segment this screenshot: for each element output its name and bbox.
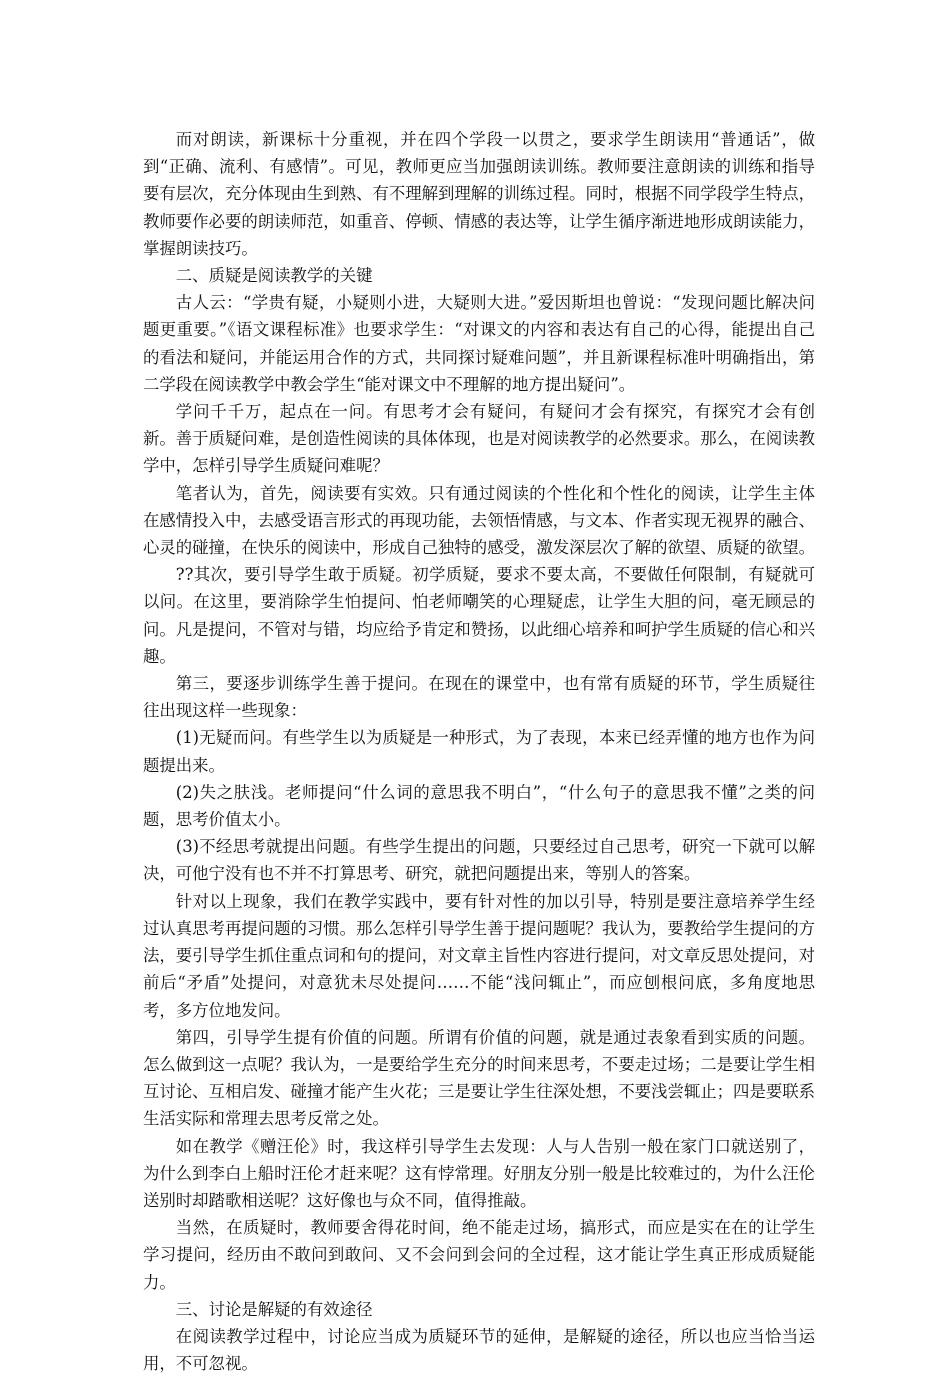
paragraph-learning-question: 学问千千万，起点在一问。有思考才会有疑问，有疑问才会有探究，有探究才会有创新。善于质疑问难，是创造性阅读的具体体现，也是对阅读教学的必然要求。那么，在阅读教学中，怎样引导学生质疑问难呢？ (143, 402, 816, 476)
paragraph-reading-aloud: 而对朗读，新课标十分重视，并在四个学段一以贯之，要求学生朗读用“普通话”，做到“正确、流利、有感情”。可见，教师更应当加强朗读训练。教师要注意朗读的训练和指导要有层次，充分体现由生到熟、有不理解到理解的训练过程。同时，根据不同学段学生特点，教师要作必要的朗读师范，如重音、停顿、情感的表达等，让学生循序渐进地形成朗读能力，掌握朗读技巧。 (143, 130, 816, 258)
paragraph-second-point: ??其次，要引导学生敢于质疑。初学质疑，要求不要太高，不要做任何限制，有疑就可以问。在这里，要消除学生怕提问、怕老师嘲笑的心理疑虑，让学生大胆的问，毫无顾忌的问。凡是提问，不管对与错，均应给予肯定和赞扬，以此细心培养和呵护学生质疑的信心和兴趣。 (143, 565, 816, 666)
paragraph-example: 如在教学《赠汪伦》时，我这样引导学生去发现：人与人告别一般在家门口就送别了，为什么到李白上船时汪伦才赶来呢？这有悖常理。好朋友分别一般是比较难过的，为什么汪伦送别时却踏歌相送呢？这好像也与众不同，值得推敲。 (143, 1136, 816, 1210)
list-item-1: (1)无疑而问。有些学生以为质疑是一种形式，为了表现，本来已经弄懂的地方也作为问题提出来。 (143, 728, 815, 775)
document-page (143, 126, 815, 1377)
paragraph-ancient-quote: 古人云：“学贵有疑，小疑则小进，大疑则大进。”爱因斯坦也曾说：“发现问题比解决问题更重要。”《语文课程标准》也要求学生：“对课文的内容和表达有自己的心得，能提出自己的看法和疑问，并能运用合作的方式，共同探讨疑难问题”，并且新课程标准叶明确指出，第二学段在阅读教学中教会学生“能对课文中不理解的地方提出疑问”。 (143, 293, 815, 394)
list-item-2: (2)失之肤浅。老师提问“什么词的意思我不明白”，“什么句子的意思我不懂”之类的问题，思考价值太小。 (143, 782, 815, 830)
paragraph-guidance: 针对以上现象，我们在教学实践中，要有针对性的加以引导，特别是要注意培养学生经过认真思考再提问题的习惯。那么怎样引导学生善于提问题呢？我认为，要教给学生提问的方法，要引导学生抓住重点词和句的提问，对文章主旨性内容进行提问，对文章反思处提问，对前后“矛盾”处提问，对意犹未尽处提问……不能“浅问辄止”，而应刨根问底，多角度地思考，多方位地发问。 (143, 891, 816, 1020)
paragraph-third-point: 第三，要逐步训练学生善于提问。在现在的课堂中，也有常有质疑的环节，学生质疑往往出现这样一些现象： (143, 674, 815, 721)
paragraph-conclusion: 当然，在质疑时，教师要舍得花时间，绝不能走过场，搞形式，而应是实在在的让学生学习提问，经历由不敢问到敢问、又不会问到会问的全过程，这才能让学生真正形成质疑能力。 (143, 1218, 815, 1292)
list-item-3: (3)不经思考就提出问题。有些学生提出的问题，只要经过自己思考，研究一下就可以解决，可他宁没有也不并不打算思考、研究，就把问题提出来，等别人的答案。 (143, 837, 815, 884)
paragraph-discussion: 在阅读教学过程中，讨论应当成为质疑环节的延伸，是解疑的途径，所以也应当恰当运用，不可忽视。 (143, 1326, 815, 1374)
section-heading-questioning: 二、质疑是阅读教学的关键 (175, 266, 373, 286)
section-heading-discussion: 三、讨论是解疑的有效途径 (175, 1299, 373, 1319)
paragraph-fourth-point: 第四，引导学生提有价值的问题。所谓有价值的问题，就是通过表象看到实质的问题。怎么做到这一点呢？我认为，一是要给学生充分的时间来思考，不要走过场；二是要让学生相互讨论、互相启发、碰撞才能产生火花；三是要让学生往深处想，不要浅尝辄止；四是要联系生活实际和常理去思考反常之处。 (143, 1027, 816, 1129)
paragraph-first-point: 笔者认为，首先，阅读要有实效。只有通过阅读的个性化和个性化的阅读，让学生主体在感情投入中，去感受语言形式的再现功能，去领悟情感，与文本、作者实现无视界的融合、心灵的碰撞，在快乐的阅读中，形成自己独特的感受，激发深层次了解的欲望、质疑的欲望。 (143, 483, 816, 558)
